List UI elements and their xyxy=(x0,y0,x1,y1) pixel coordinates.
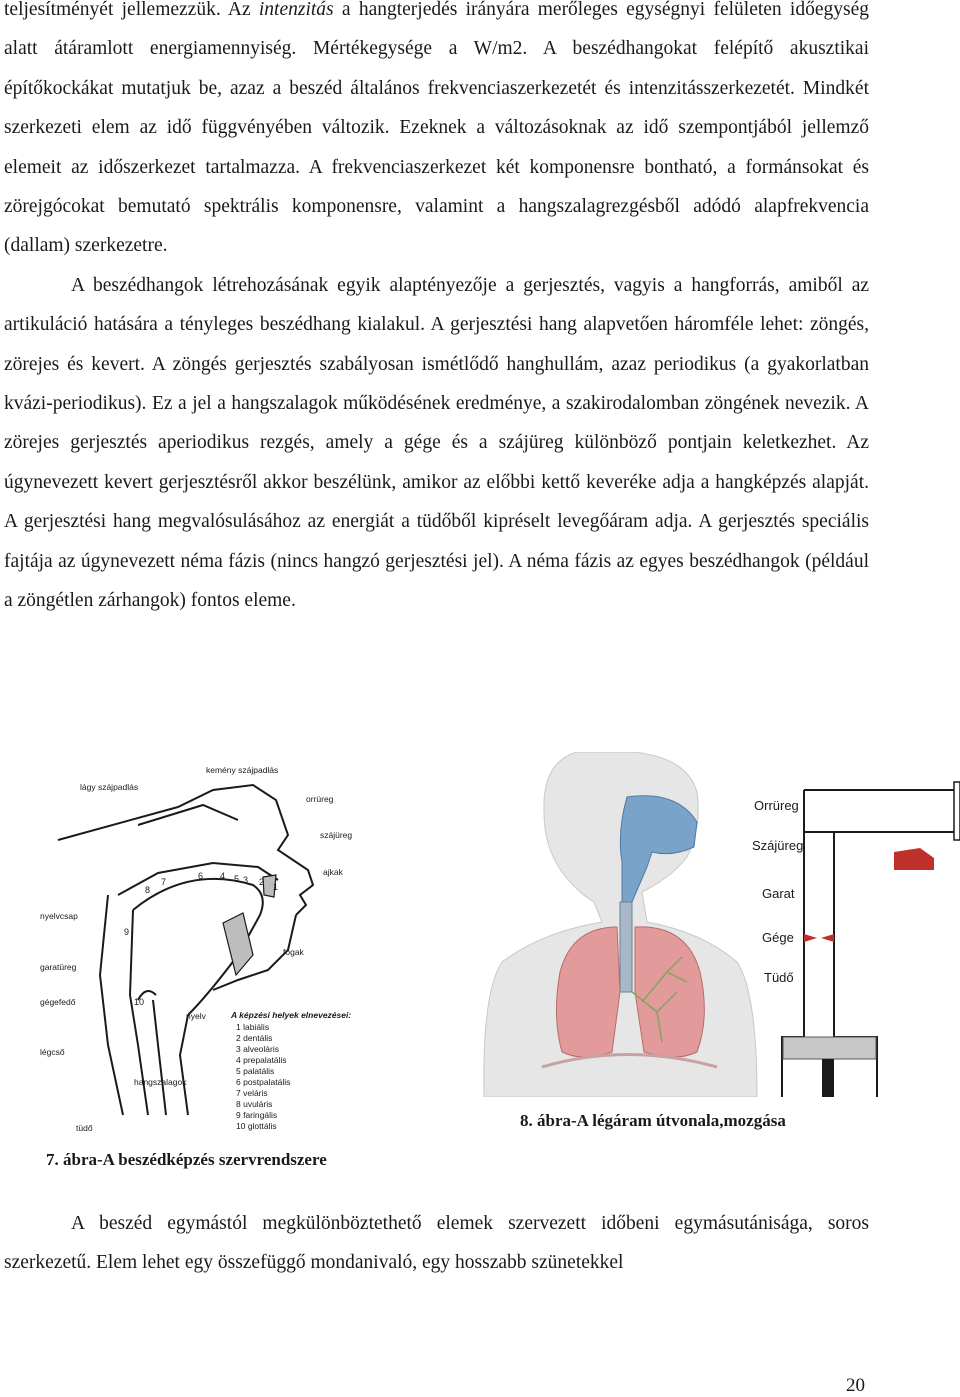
legend-item-9: 9 faringális xyxy=(236,1110,278,1120)
place-number-1: 1 xyxy=(273,882,279,892)
label-lungs: Tüdő xyxy=(764,970,794,985)
figure-8-airflow xyxy=(482,752,960,1097)
label-teeth: fogak xyxy=(283,947,304,957)
piston-head xyxy=(783,1037,876,1059)
label-soft-palate: lágy szájpadlás xyxy=(80,782,139,792)
paragraph-1: teljesítményét jellemezzük. Az intenzitás a hangterjedés irányára merőleges egységnyi felületen időegység alatt átáramlott energiamennyiség. Mértékegysége a W/m2. A beszédhangokat felépítő akusztikai építőkockákat mutatjuk be, azaz a beszéd általános frekvenciaszerkezetét és intenzitásszerkezetét. Mindkét szerkezeti elem az idő függvényében változik. Ezeknek a változásoknak az idő szempontjából jellemző elemeit az időszerkezet tartalmazza. A frekvenciaszerkezet két komponensre bontható, a formánsokat és zörejgócokat bemutató spektrális komponensre, valamint a hangszalagrezgésből adódó alapfrekvencia (dallam) szerkezetre. xyxy=(4,0,869,257)
place-number-7: 7 xyxy=(161,877,167,887)
place-number-4: 4 xyxy=(220,871,226,881)
label-mouth: Szájüreg xyxy=(752,838,804,853)
legend-item-5: 5 palatális xyxy=(236,1066,275,1076)
place-number-2: 2 xyxy=(259,877,265,887)
label-uvula: nyelvcsap xyxy=(40,911,78,921)
label-nasal-cavity: orrüreg xyxy=(306,794,334,804)
body-text-bottom xyxy=(4,1204,869,1283)
legend-item-8: 8 uvuláris xyxy=(236,1099,273,1109)
label-nose: Orrüreg xyxy=(754,798,799,813)
italic-term: intenzitás xyxy=(258,0,334,20)
legend-item-10: 10 glottális xyxy=(236,1121,277,1131)
place-number-9: 9 xyxy=(124,927,130,937)
body-text-top xyxy=(4,0,869,621)
speech-organs-diagram xyxy=(38,745,373,1135)
label-hard-palate: kemény szájpadlás xyxy=(206,765,279,775)
legend-item-7: 7 veláris xyxy=(236,1088,268,1098)
figure-7-caption: 7. ábra-A beszédképzés szervrendszere xyxy=(46,1150,327,1169)
label-tongue: nyelv xyxy=(186,1011,206,1021)
legend-title: A képzési helyek elnevezései: xyxy=(231,1010,352,1020)
trachea-shape xyxy=(620,902,632,992)
label-pharynx: garatüreg xyxy=(40,962,77,972)
label-larynx: gégefedő xyxy=(40,997,76,1007)
paragraph-2: A beszédhangok létrehozásának egyik alaptényezője a gerjesztés, vagyis a hangforrás, amiből az artikuláció hatására a tényleges beszédhang kialakul. A gerjesztési hang alapvetően háromféle lehet: zöngés, zörejes és kevert. A zöngés gerjesztés szabályosan ismétlődő hanghullám, azaz periodikus (a gyakorlatban kvázi-periodikus). Ez a jel a hangszalagok működésének eredménye, a szakirodalomban zöngének nevezik. A zörejes gerjesztés aperiodikus rezgés, amely a gége és a szájüreg különböző pontjain keletkezhet. Az úgynevezett kevert gerjesztésről akkor beszélünk, amikor az előbbi kettő keveréke adja a hangképzés alapját. A gerjesztési hang megvalósulásához az energiát a tüdőből kipréselt levegőáram adja. A gerjesztés speciális fajtája az úgynevezett néma fázis (nincs hangzó gerjesztési jel). A néma fázis az egyes beszédhangok (például a zöngétlen zárhangok) fontos eleme. xyxy=(4,274,869,612)
airway xyxy=(620,796,697,902)
place-number-3: 3 xyxy=(243,875,249,885)
larynx-valve-right xyxy=(821,934,834,942)
label-larynx: Gége xyxy=(762,930,794,945)
legend-item-4: 4 prepalatális xyxy=(236,1055,287,1065)
place-number-8: 8 xyxy=(145,885,151,895)
place-number-10: 10 xyxy=(134,997,145,1007)
label-pharynx: Garat xyxy=(762,886,795,901)
nose-outlet xyxy=(954,782,960,840)
legend-item-2: 2 dentális xyxy=(236,1033,273,1043)
place-number-5: 5 xyxy=(234,874,240,884)
legend-item-6: 6 postpalatális xyxy=(236,1077,291,1087)
label-oral-cavity: szájüreg xyxy=(320,830,353,840)
piston-rod xyxy=(822,1059,834,1097)
place-number-6: 6 xyxy=(198,871,204,881)
larynx-valve-left xyxy=(804,934,817,942)
airflow-diagram xyxy=(482,752,960,1097)
label-vocal-folds: hangszalagok xyxy=(134,1077,187,1087)
paragraph-3: A beszéd egymástól megkülönböztethető elemek szervezett időbeni egymásutánisága, soros szerkezetű. Elem lehet egy összefüggő mondanivaló, egy hosszabb szünetekkel xyxy=(4,1213,869,1274)
figure-7-speech-organs xyxy=(38,745,373,1135)
page-number: 20 xyxy=(846,1375,865,1396)
mouth-valve xyxy=(894,848,934,870)
figure-8-caption: 8. ábra-A légáram útvonala,mozgása xyxy=(520,1111,786,1130)
legend-item-1: 1 labiális xyxy=(236,1022,270,1032)
legend-item-3: 3 alveoláris xyxy=(236,1044,279,1054)
label-trachea: légcső xyxy=(40,1047,65,1057)
label-lungs: tüdő xyxy=(76,1123,93,1133)
label-lips: ajkak xyxy=(323,867,343,877)
